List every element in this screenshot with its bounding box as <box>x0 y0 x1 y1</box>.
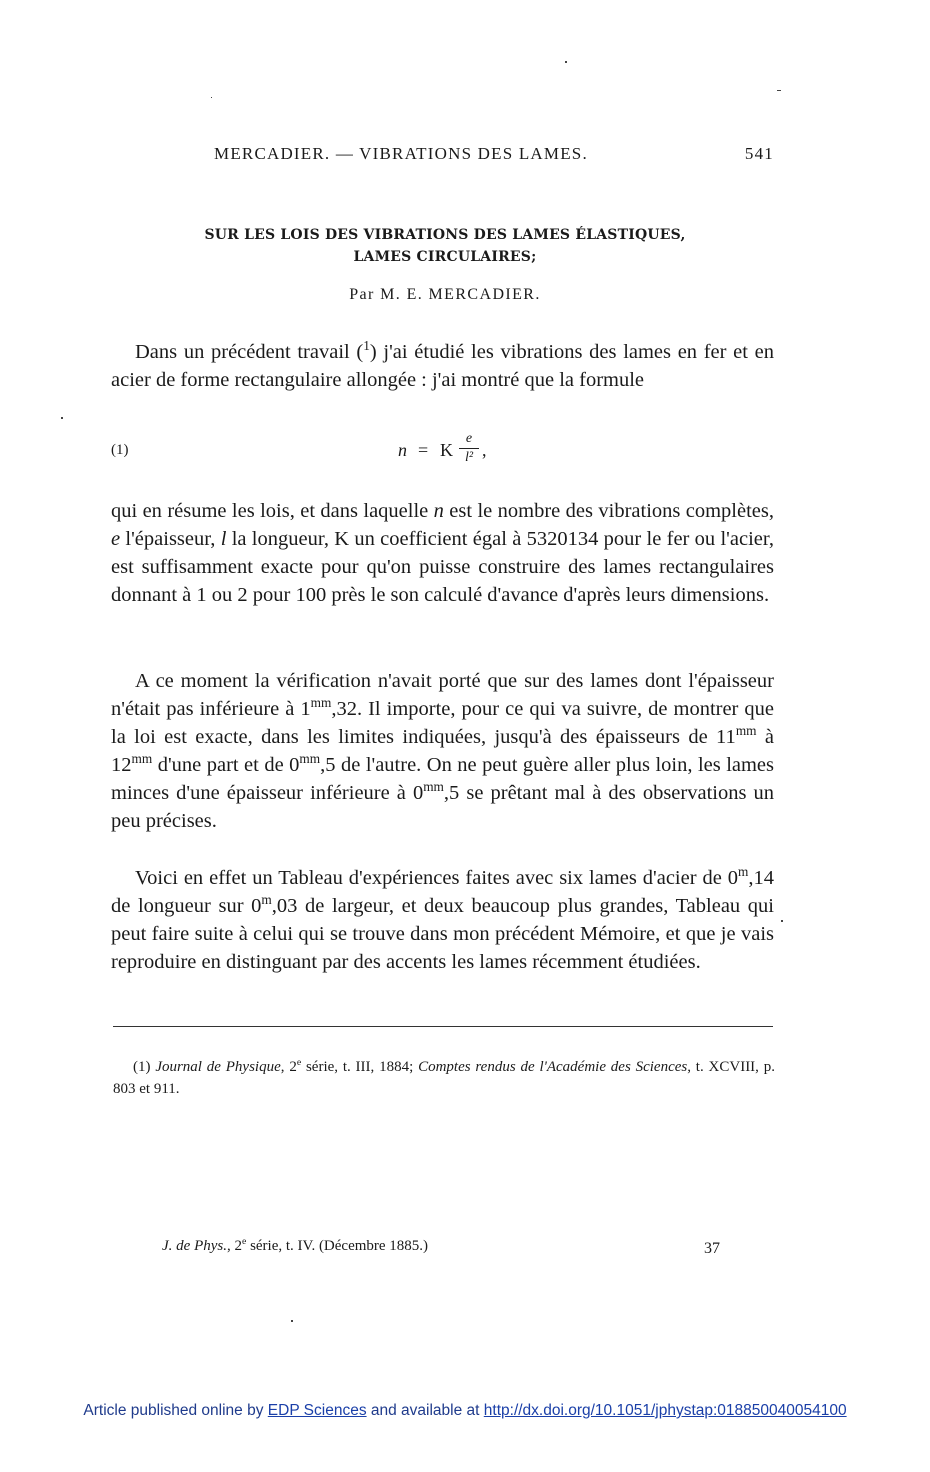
paragraph-4-text-b: ,14 de longueur sur 0 <box>111 867 774 917</box>
footnote-marker: (1) <box>133 1059 151 1075</box>
article-title-line-2: LAMES CIRCULAIRES; <box>353 249 537 265</box>
page-number: 541 <box>744 144 774 163</box>
footnote-text-c: , t. XCVIII, p. 803 et 911. <box>113 1059 775 1097</box>
paragraph-4 <box>111 864 774 976</box>
unit-mm: mm <box>299 751 321 767</box>
paragraph-3-text-e: ,5 de l'autre. On ne peut guère aller plus loin, les lames minces d'une épaisseur inférieure à 0 <box>111 754 775 804</box>
unit-mm: mm <box>131 751 153 767</box>
footnote-text-b: série, t. III, 1884; <box>301 1059 419 1075</box>
running-head <box>214 144 774 168</box>
signature-mark: 37 <box>704 1240 720 1257</box>
footnote-text-a: , 2 <box>280 1059 297 1075</box>
paragraph-3-text-a: A ce moment la vérification n'avait porté que sur des lames dont l'épaisseur n'était pas inférieure à 1 <box>111 670 774 720</box>
paragraph-1-text-b: ) j'ai étudié les vibrations des lames en fer et en acier de forme rectangulaire allongée : j'ai montré que la formule <box>111 341 774 391</box>
paragraph-3 <box>111 667 774 835</box>
publication-banner <box>0 1402 930 1420</box>
equation-fraction <box>459 432 479 465</box>
footer-journal-reference <box>162 1238 428 1255</box>
unit-mm: mm <box>423 779 444 795</box>
scan-speck <box>61 417 63 419</box>
equation-equals: = <box>418 440 429 460</box>
equation <box>398 432 518 472</box>
unit-mm: mm <box>310 695 332 711</box>
banner-prefix: Article published online by <box>83 1402 268 1419</box>
scan-speck <box>565 61 567 63</box>
banner-middle: and available at <box>366 1402 484 1419</box>
paragraph-2-text-d: la longueur, K un coefficient égal à 5320134 pour le fer ou l'acier, est suffisamment exacte pour qu'on puisse construire des lames rectangulaires donnant à 1 ou 2 pour 100 près le son calculé d'avance d'après leurs dimensions. <box>111 528 774 606</box>
unit-m: m <box>738 864 749 880</box>
footnote <box>113 1056 775 1100</box>
footer-journal: J. de Phys. <box>162 1238 227 1254</box>
footnote-journal: Journal de Physique <box>155 1059 281 1075</box>
paragraph-2-text-b: est le nombre des vibrations complètes, <box>443 500 774 522</box>
variable-n: n <box>433 500 444 522</box>
paragraph-3-text-f: ,5 se prêtant mal à des observations un peu précises. <box>111 782 774 832</box>
scan-speck <box>211 97 212 98</box>
equation-comma: , <box>482 440 487 460</box>
paragraph-3-text-d: d'une part et de 0 <box>152 754 300 776</box>
scan-speck <box>291 1320 293 1322</box>
running-head-title: MERCADIER. — VIBRATIONS DES LAMES. <box>214 144 588 163</box>
scan-speck <box>777 90 781 91</box>
paragraph-2 <box>111 497 774 609</box>
paragraph-3-text-c: à 12 <box>111 726 774 776</box>
equation-number: (1) <box>111 442 129 458</box>
paragraph-1 <box>111 338 774 394</box>
equation-lhs: n <box>398 440 407 460</box>
footnote-ref[interactable]: 1 <box>363 338 370 354</box>
paragraph-4-text-a: Voici en effet un Tableau d'expériences faites avec six lames d'acier de 0 <box>135 867 739 889</box>
byline: Par M. E. MERCADIER. <box>349 286 541 303</box>
scan-speck <box>781 920 783 922</box>
unit-mm: mm <box>735 723 757 739</box>
paragraph-3-text-b: ,32. Il importe, pour ce qui va suivre, de montrer que la loi est exacte, dans les limites indiquées, jusqu'à des épaisseurs de 11 <box>111 698 774 748</box>
footer-sup: e <box>241 1236 247 1247</box>
equation-numerator: e <box>465 431 473 446</box>
footer-text-b: série, t. IV. (Décembre 1885.) <box>246 1238 429 1254</box>
article-title-line-1: SUR LES LOIS DES VIBRATIONS DES LAMES ÉLASTIQUES, <box>204 227 686 243</box>
doi-link[interactable]: http://dx.doi.org/10.1051/jphystap:018850040054100 <box>483 1402 847 1419</box>
fraction-bar <box>459 448 479 449</box>
variable-l: l <box>220 528 227 550</box>
footnote-comptes-rendus: Comptes rendus de l'Académie des Sciences <box>418 1059 688 1075</box>
article-title <box>110 224 780 268</box>
equation-denominator: l² <box>464 450 474 465</box>
variable-e: e <box>111 528 121 550</box>
paragraph-4-text-c: ,03 de largeur, et deux beaucoup plus grandes, Tableau qui peut faire suite à celui qui se trouve dans mon précédent Mémoire, et que je vais reproduire en distinguant par des accents les lames récemment étudiées. <box>111 895 774 973</box>
paragraph-2-text-c: l'épaisseur, <box>120 528 221 550</box>
paragraph-1-text-a: Dans un précédent travail ( <box>135 341 364 363</box>
paragraph-2-text-a: qui en résume les lois, et dans laquelle <box>111 500 434 522</box>
footer-text-a: , 2 <box>226 1238 242 1254</box>
equation-coefficient: K <box>440 440 453 460</box>
unit-m: m <box>261 892 272 908</box>
footnote-sup: e <box>296 1057 302 1068</box>
footnote-separator <box>113 1026 773 1027</box>
edp-sciences-link[interactable]: EDP Sciences <box>267 1402 367 1419</box>
